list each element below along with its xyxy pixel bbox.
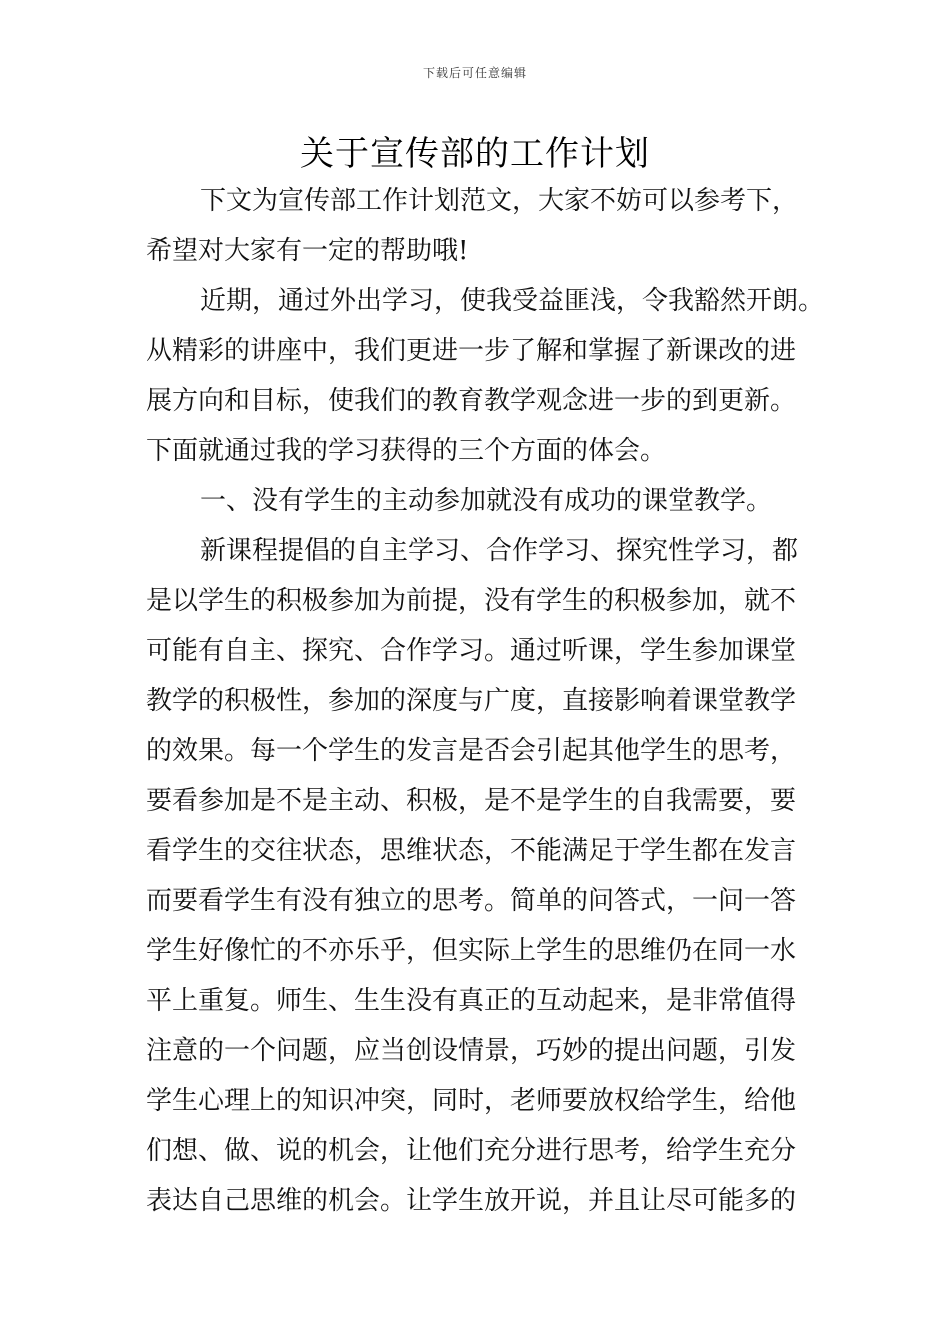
body-line: 而要看学生有没有独立的思考。简单的问答式，一问一答 <box>146 886 797 916</box>
body-line: 近期，通过外出学习，使我受益匪浅，令我豁然开朗。 <box>200 286 825 316</box>
body-line: 平上重复。师生、生生没有真正的互动起来，是非常值得 <box>146 986 797 1016</box>
body-line: 学生心理上的知识冲突，同时，老师要放权给学生，给他 <box>146 1086 797 1116</box>
body-line: 下文为宣传部工作计划范文，大家不妨可以参考下， <box>200 186 799 216</box>
body-line: 新课程提倡的自主学习、合作学习、探究性学习，都 <box>200 536 799 566</box>
body-line: 看学生的交往状态，思维状态，不能满足于学生都在发言 <box>146 836 797 866</box>
body-line: 是以学生的积极参加为前提，没有学生的积极参加，就不 <box>146 586 797 616</box>
body-line: 一、没有学生的主动参加就没有成功的课堂教学。 <box>200 486 773 516</box>
document-title: 关于宣传部的工作计划 <box>300 134 650 174</box>
body-line: 从精彩的讲座中，我们更进一步了解和掌握了新课改的进 <box>146 336 797 366</box>
body-line: 表达自己思维的机会。让学生放开说，并且让尽可能多的 <box>146 1186 797 1216</box>
body-line: 希望对大家有一定的帮助哦! <box>146 236 469 266</box>
body-line: 教学的积极性，参加的深度与广度，直接影响着课堂教学 <box>146 686 797 716</box>
body-line: 可能有自主、探究、合作学习。通过听课，学生参加课堂 <box>146 636 797 666</box>
body-line: 的效果。每一个学生的发言是否会引起其他学生的思考， <box>146 736 797 766</box>
body-line: 展方向和目标，使我们的教育教学观念进一步的到更新。 <box>146 386 797 416</box>
body-line: 注意的一个问题，应当创设情景，巧妙的提出问题，引发 <box>146 1036 797 1066</box>
page-header-note: 下载后可任意编辑 <box>422 66 527 80</box>
body-line: 们想、做、说的机会，让他们充分进行思考，给学生充分 <box>146 1136 797 1166</box>
body-line: 下面就通过我的学习获得的三个方面的体会。 <box>146 436 667 466</box>
document-body <box>146 176 825 1226</box>
body-line: 要看参加是不是主动、积极，是不是学生的自我需要，要 <box>146 786 797 816</box>
body-line: 学生好像忙的不亦乐乎，但实际上学生的思维仍在同一水 <box>146 936 797 966</box>
